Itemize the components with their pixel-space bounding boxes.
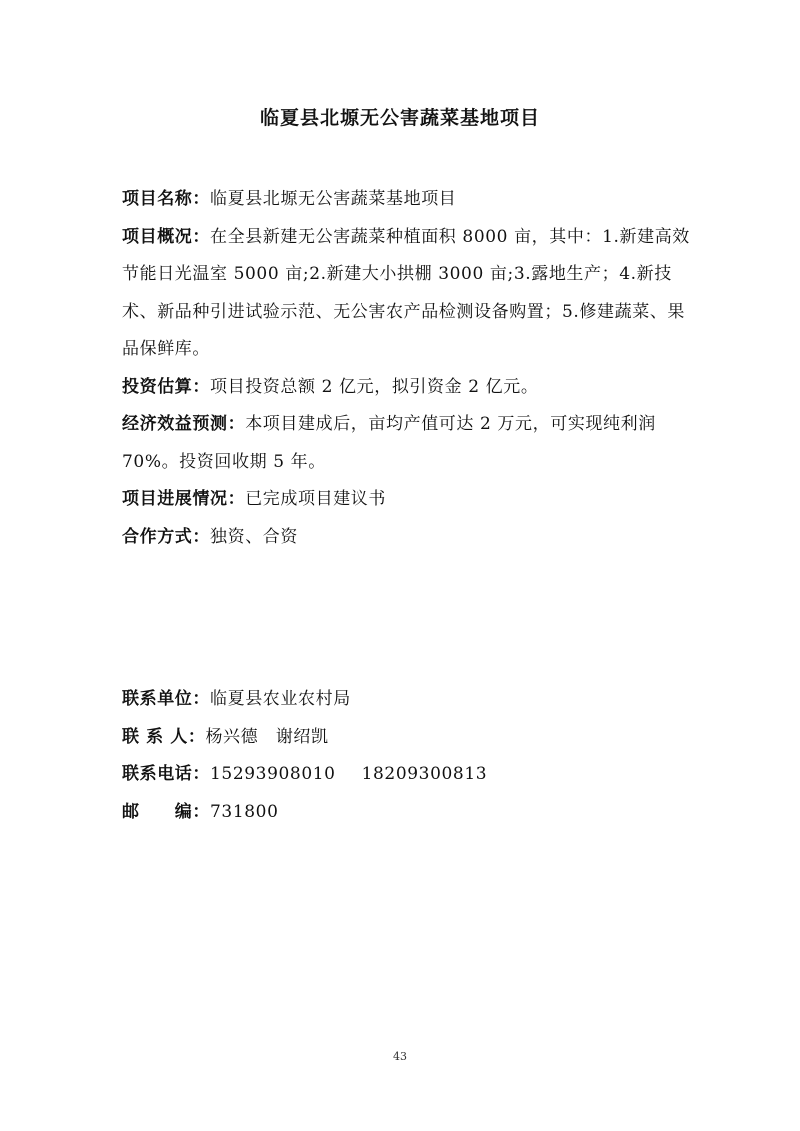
investment-row <box>122 369 690 407</box>
benefit-label: 经济效益预测： <box>122 414 246 434</box>
postcode-value: 731800 <box>210 801 279 822</box>
contact-section <box>122 681 690 831</box>
contact-person-row <box>122 719 690 757</box>
contact-unit-row <box>122 681 690 719</box>
postcode-row <box>122 794 690 832</box>
contact-person-label: 联 系 人： <box>122 726 206 747</box>
progress-label: 项目进展情况： <box>122 489 246 509</box>
benefit-value: 本项目建成后，亩均产值可达 2 万元，可实现纯利润 70%。投资回收期 5 年。 <box>122 414 656 472</box>
contact-phone-row <box>122 756 690 794</box>
project-name-row <box>122 181 690 219</box>
contact-person-value: 杨兴德 谢绍凯 <box>205 726 329 747</box>
investment-value: 项目投资总额 2 亿元，拟引资金 2 亿元。 <box>210 376 539 397</box>
project-name-label: 项目名称： <box>122 189 210 209</box>
project-overview-label: 项目概况： <box>122 226 210 247</box>
project-name-value: 临夏县北塬无公害蔬菜基地项目 <box>210 189 457 209</box>
investment-label: 投资估算： <box>122 376 210 397</box>
cooperation-value: 独资、合资 <box>210 526 298 547</box>
postcode-label: 邮 编： <box>122 801 210 822</box>
page-number: 43 <box>393 1050 407 1063</box>
contact-phone-label: 联系电话： <box>122 764 210 784</box>
project-overview-value: 在全县新建无公害蔬菜种植面积 8000 亩，其中：1.新建高效节能日光温室 5000 亩;2.新建大小拱棚 3000 亩;3.露地生产；4.新技术、新品种引进试验示范、无公害农产品检测设备购置；5.修建蔬菜、果品保鲜库。 <box>122 226 690 359</box>
benefit-row <box>122 406 690 481</box>
project-overview-row <box>122 219 690 369</box>
progress-value: 已完成项目建议书 <box>245 489 387 509</box>
cooperation-row <box>122 519 690 557</box>
contact-unit-label: 联系单位： <box>122 689 210 709</box>
cooperation-label: 合作方式： <box>122 526 210 547</box>
contact-unit-value: 临夏县农业农村局 <box>210 689 351 709</box>
document-title: 临夏县北塬无公害蔬菜基地项目 <box>259 107 540 129</box>
project-info-section <box>122 181 690 556</box>
progress-row <box>122 481 690 519</box>
contact-phone-value-1: 15293908010 <box>210 764 336 784</box>
contact-phone-value-2: 18209300813 <box>361 764 488 784</box>
